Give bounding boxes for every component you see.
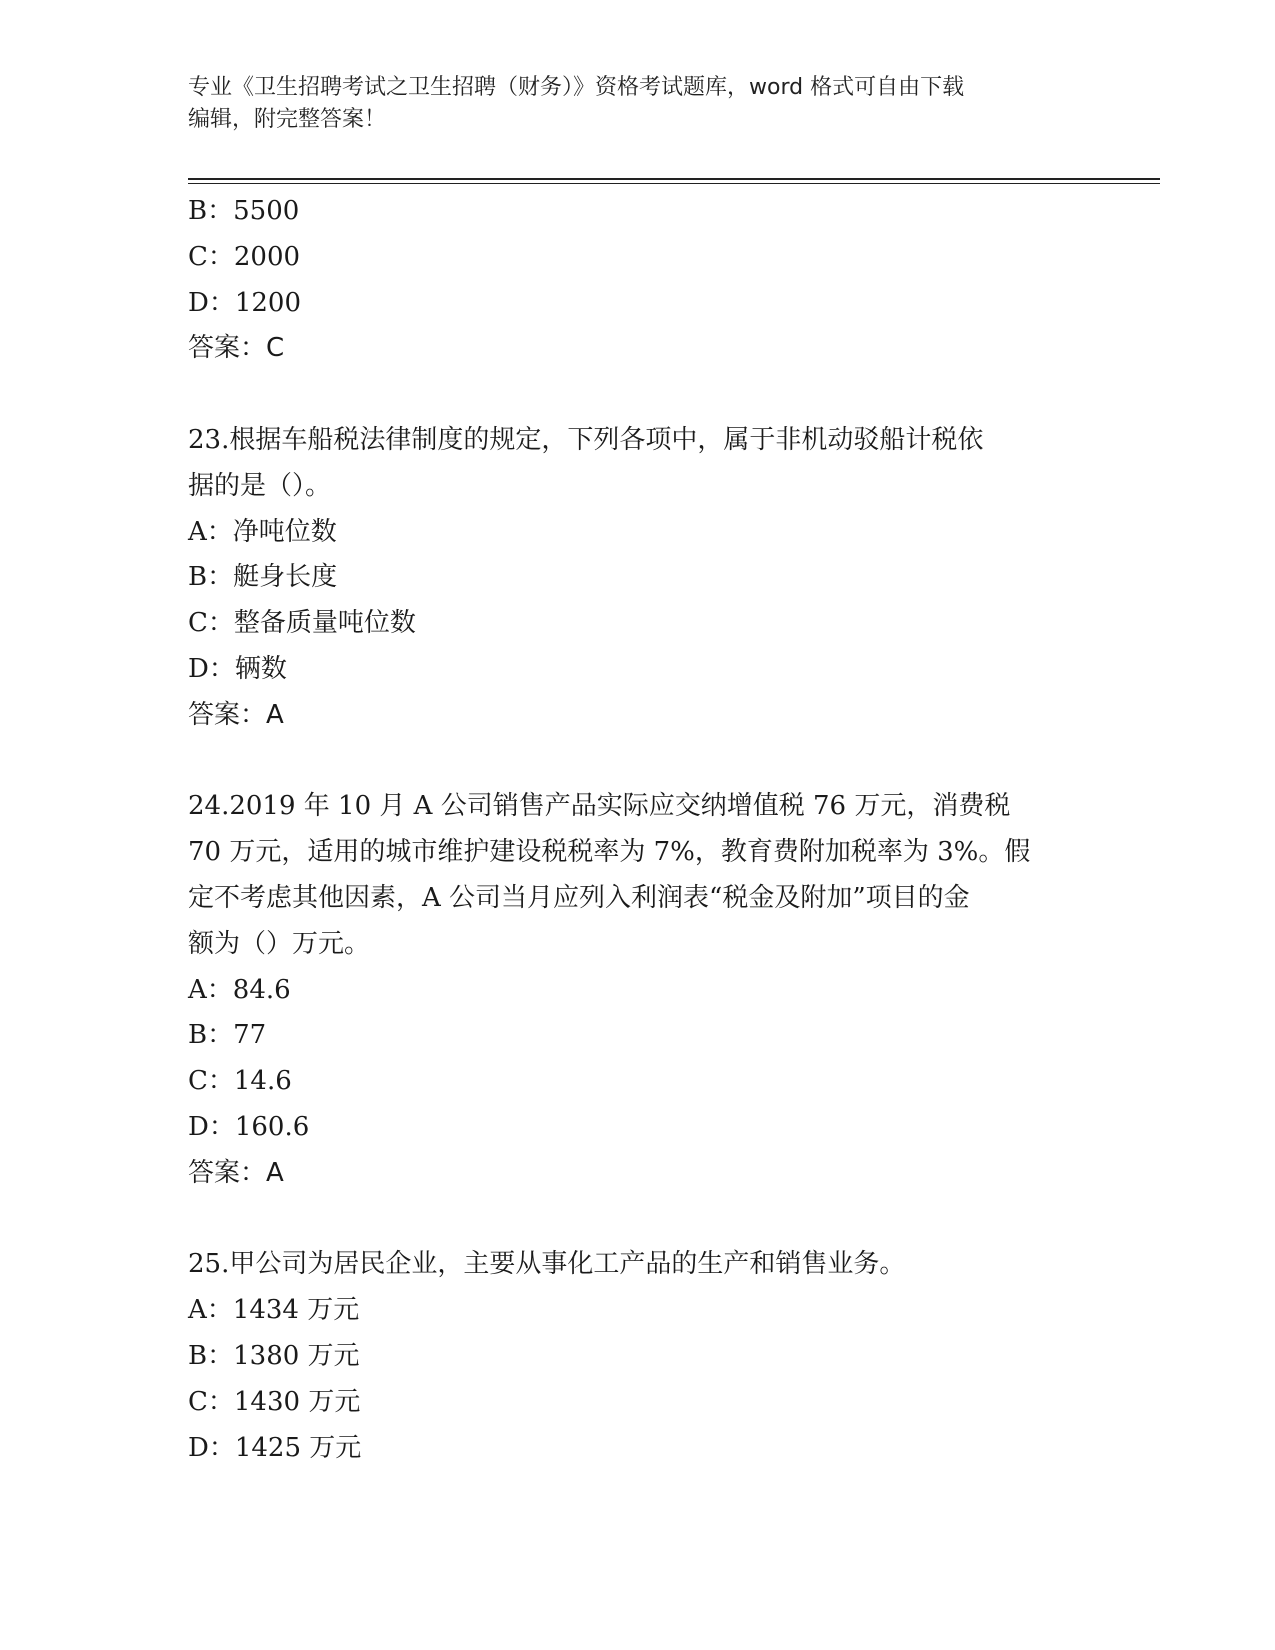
- option-c: C：整备质量吨位数: [188, 608, 416, 639]
- header-divider-thin: [188, 183, 1160, 184]
- option-c: C：14.6: [188, 1066, 292, 1097]
- question-stem-line: 70 万元，适用的城市维护建设税税率为 7%，教育费附加税率为 3%。假: [188, 837, 1031, 868]
- option-c: C：1430 万元: [188, 1386, 361, 1417]
- header-line-1: 专业《卫生招聘考试之卫生招聘（财务）》资格考试题库，word 格式可自由下载: [188, 75, 965, 100]
- question-24-block: [188, 784, 1088, 1196]
- question-stem-line: 24.2019 年 10 月 A 公司销售产品实际应交纳增值税 76 万元，消费税: [188, 791, 1011, 822]
- question-gap: [188, 739, 1088, 785]
- question-23-block: [188, 418, 1088, 739]
- header-divider-thick: [188, 178, 1160, 180]
- question-content: [188, 189, 1088, 1471]
- answer-line: 答案：A: [188, 1157, 284, 1188]
- answer-line: 答案：A: [188, 699, 284, 730]
- header-line-2: 编辑，附完整答案！: [188, 107, 387, 132]
- question-gap: [188, 372, 1088, 418]
- option-d: D：辆数: [188, 653, 287, 684]
- answer-line: 答案：C: [188, 333, 285, 364]
- option-d: D：1200: [188, 287, 302, 318]
- option-a: A：84.6: [188, 974, 291, 1005]
- question-stem-line: 据的是（）。: [188, 470, 332, 501]
- question-gap: [188, 1197, 1088, 1243]
- option-b: B：5500: [188, 196, 300, 226]
- option-d: D：160.6: [188, 1111, 310, 1142]
- question-25-block: [188, 1242, 1088, 1471]
- prev-question-block: [188, 189, 1088, 372]
- page-header: [188, 72, 1088, 136]
- option-b: B：77: [188, 1020, 267, 1051]
- question-stem-line: 25.甲公司为居民企业，主要从事化工产品的生产和销售业务。: [188, 1249, 906, 1280]
- question-stem-line: 定不考虑其他因素，A 公司当月应列入利润表“税金及附加”项目的金: [188, 882, 970, 913]
- question-stem-line: 23.根据车船税法律制度的规定，下列各项中，属于非机动驳船计税依: [188, 424, 984, 455]
- option-a: A：净吨位数: [188, 516, 337, 547]
- option-a: A：1434 万元: [188, 1295, 360, 1326]
- question-stem-line: 额为（）万元。: [188, 928, 371, 959]
- option-c: C：2000: [188, 241, 301, 272]
- option-d: D：1425 万元: [188, 1432, 362, 1463]
- option-b: B：艇身长度: [188, 562, 338, 593]
- option-b: B：1380 万元: [188, 1340, 360, 1371]
